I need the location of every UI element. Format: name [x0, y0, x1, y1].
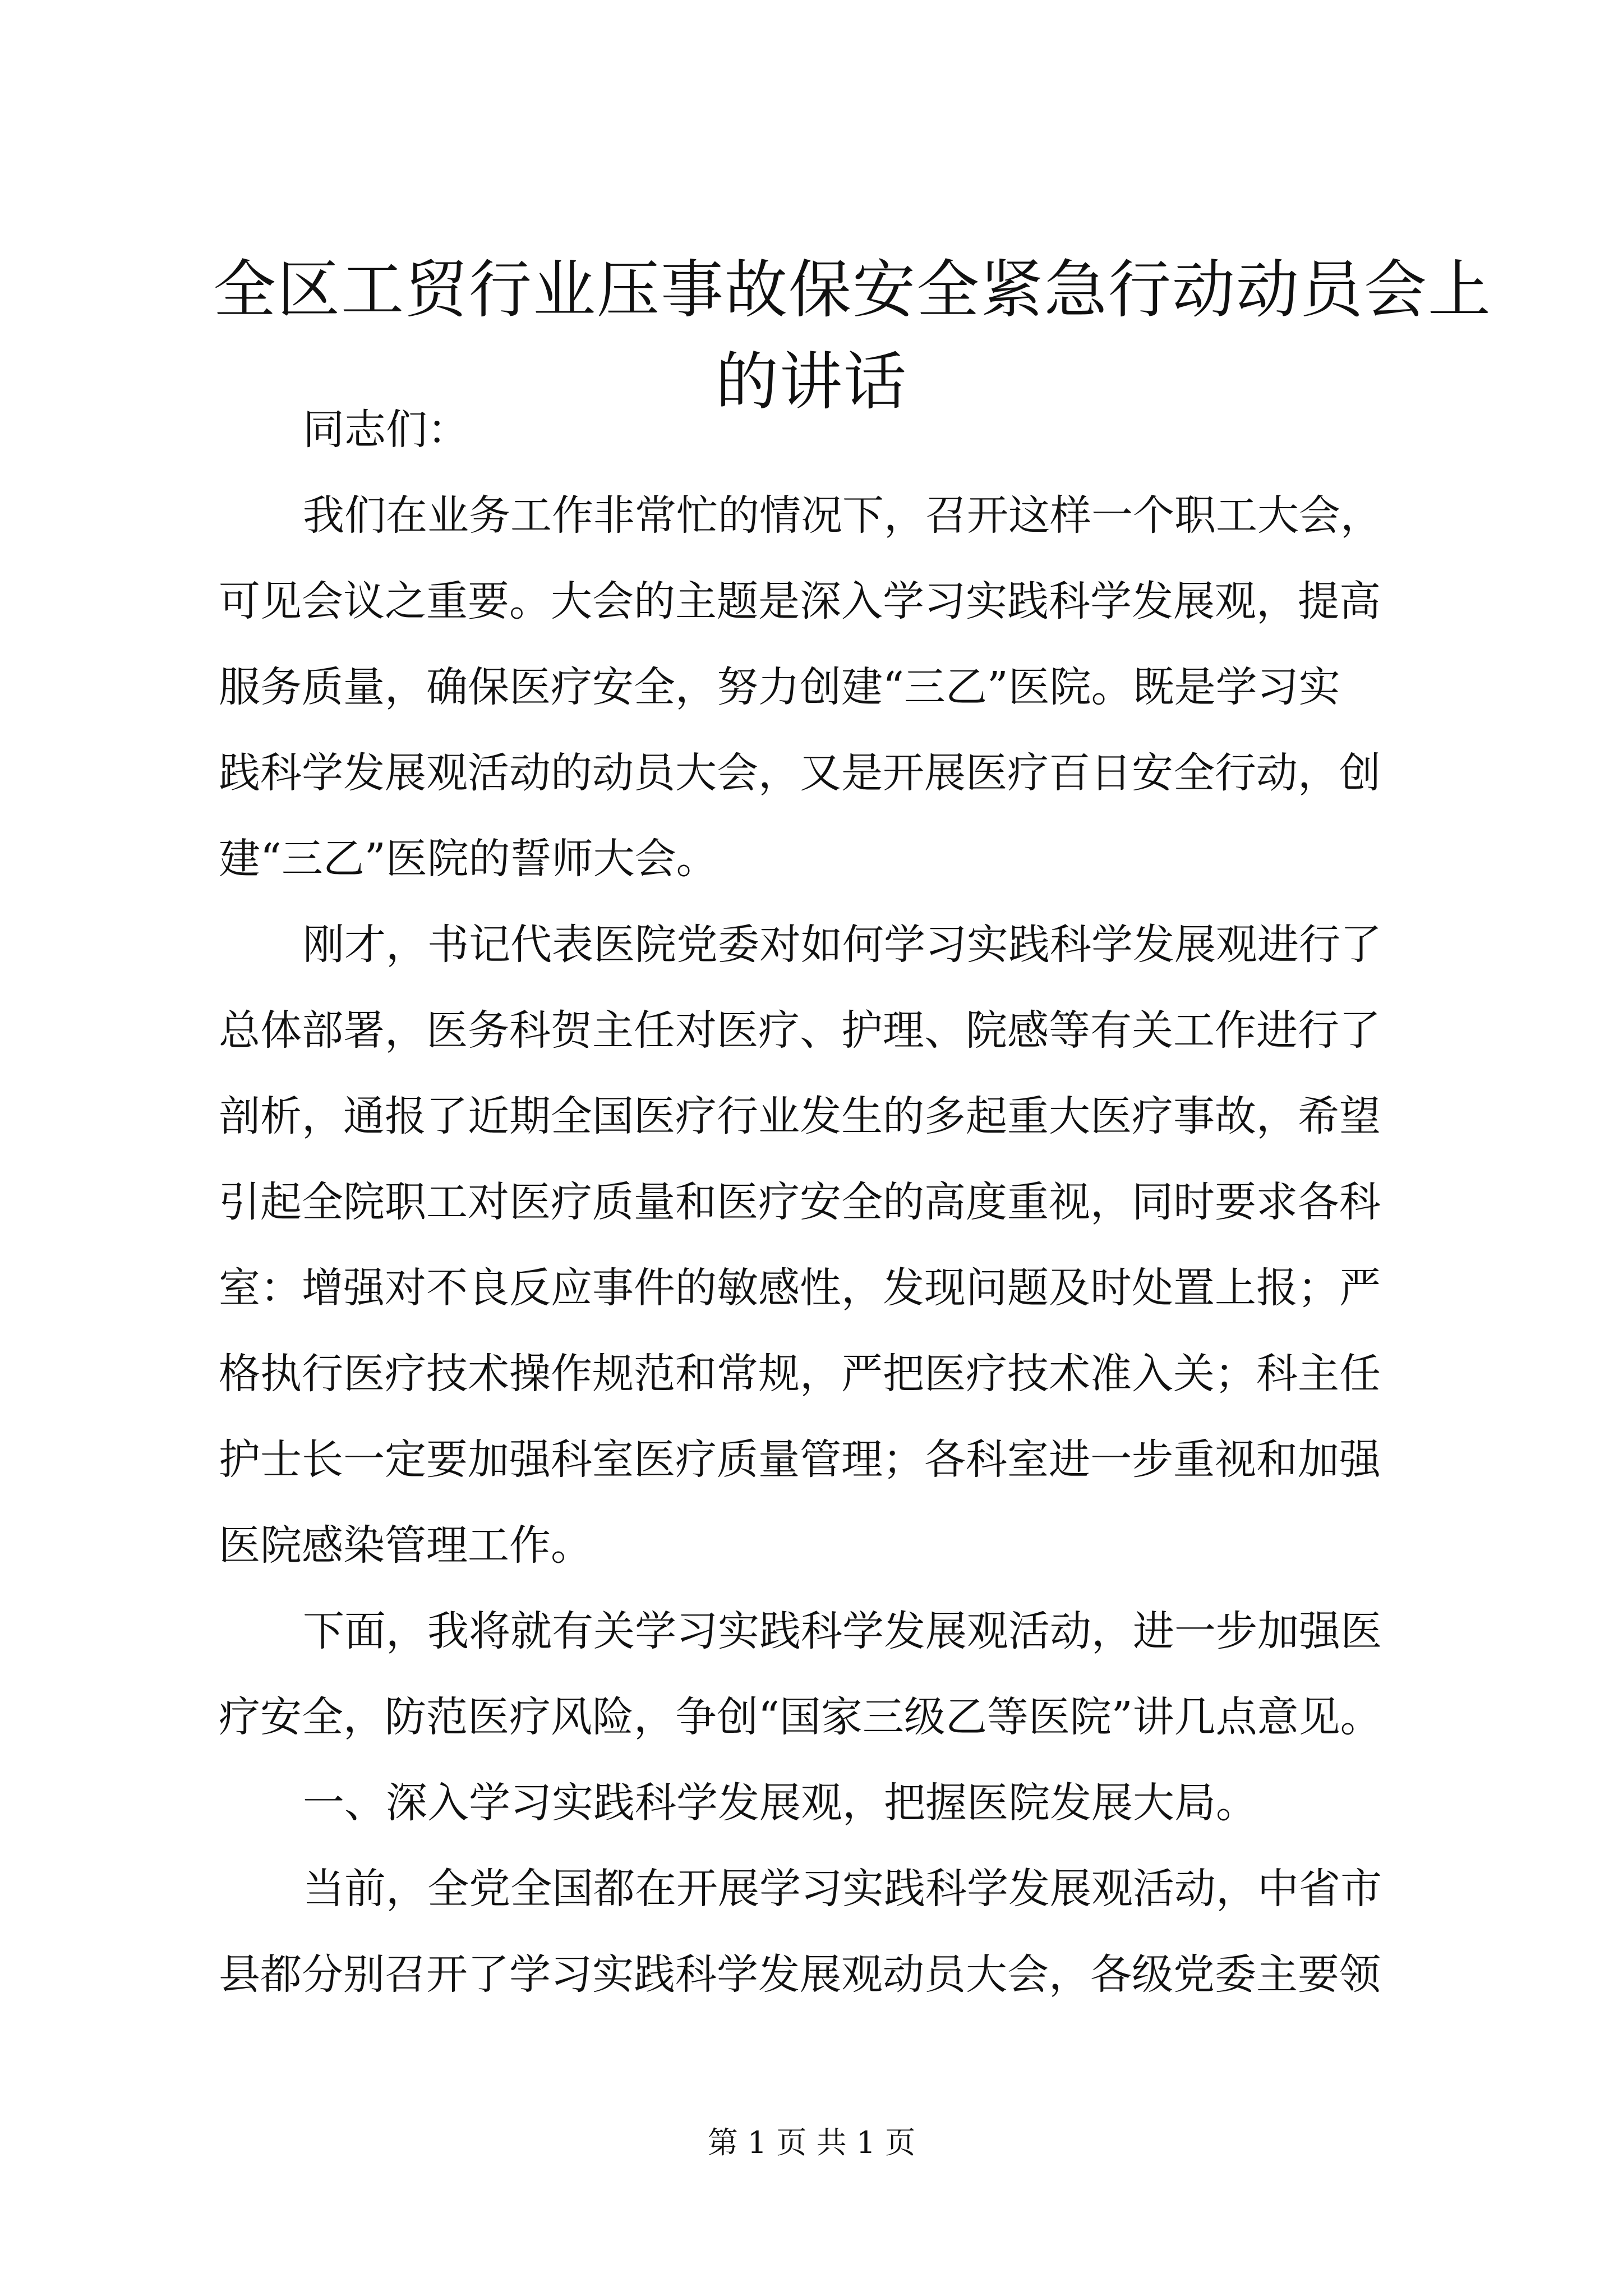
text-line: 当前，全党全国都在开展学习实践科学发展观活动，中省市: [303, 1865, 1382, 1913]
text-line: 刚才，书记代表医院党委对如何学习实践科学发展观进行了: [303, 921, 1382, 969]
text-line: 服务质量，确保医疗安全，努力创建“三乙”医院。既是学习实: [219, 663, 1340, 711]
paragraph-current-situation: [219, 1846, 1413, 2018]
paragraph-salutation: [219, 387, 1413, 473]
title-line-2: 的讲话: [716, 346, 907, 419]
text-line: 剖析，通报了近期全国医疗行业发生的多起重大医疗事故，希望: [219, 1092, 1381, 1140]
text-line: 同志们：: [303, 406, 469, 454]
text-line: 县都分别召开了学习实践科学发展观动员大会，各级党委主要领: [219, 1950, 1381, 1999]
paragraph-previous-speakers: [219, 902, 1413, 1589]
text-line: 一、深入学习实践科学发展观，把握医院发展大局。: [303, 1779, 1257, 1827]
document-body: [219, 387, 1413, 2018]
text-line: 疗安全，防范医疗风险，争创“国家三级乙等医院”讲几点意见。: [219, 1693, 1382, 1741]
text-line: 可见会议之重要。大会的主题是深入学习实践科学发展观，提高: [219, 577, 1381, 625]
text-line: 总体部署，医务科贺主任对医疗、护理、院感等有关工作进行了: [219, 1006, 1381, 1055]
section-heading-1: [219, 1760, 1413, 1846]
text-line: 践科学发展观活动的动员大会，又是开展医疗百日安全行动，创: [219, 749, 1381, 797]
text-line: 引起全院职工对医疗质量和医疗安全的高度重视，同时要求各科: [219, 1178, 1381, 1226]
text-line: 医院感染管理工作。: [219, 1521, 592, 1570]
text-line: 我们在业务工作非常忙的情况下，召开这样一个职工大会，: [303, 491, 1382, 540]
text-line: 下面，我将就有关学习实践科学发展观活动，进一步加强医: [303, 1607, 1382, 1655]
text-line: 建“三乙”医院的誓师大会。: [219, 835, 718, 883]
paragraph-outline: [219, 1589, 1413, 1760]
text-line: 护士长一定要加强科室医疗质量管理；各科室进一步重视和加强: [219, 1435, 1381, 1484]
paragraph-meeting-intro: [219, 473, 1413, 902]
text-line: 室：增强对不良反应事件的敏感性，发现问题及时处置上报；严: [219, 1264, 1381, 1312]
text-line: 格执行医疗技术操作规范和常规，严把医疗技术准入关；科主任: [219, 1350, 1381, 1398]
page-footer: 第 1 页 共 1 页: [707, 2125, 916, 2160]
title-line-1: 全区工贸行业压事故保安全紧急行动动员会上: [213, 254, 1492, 327]
